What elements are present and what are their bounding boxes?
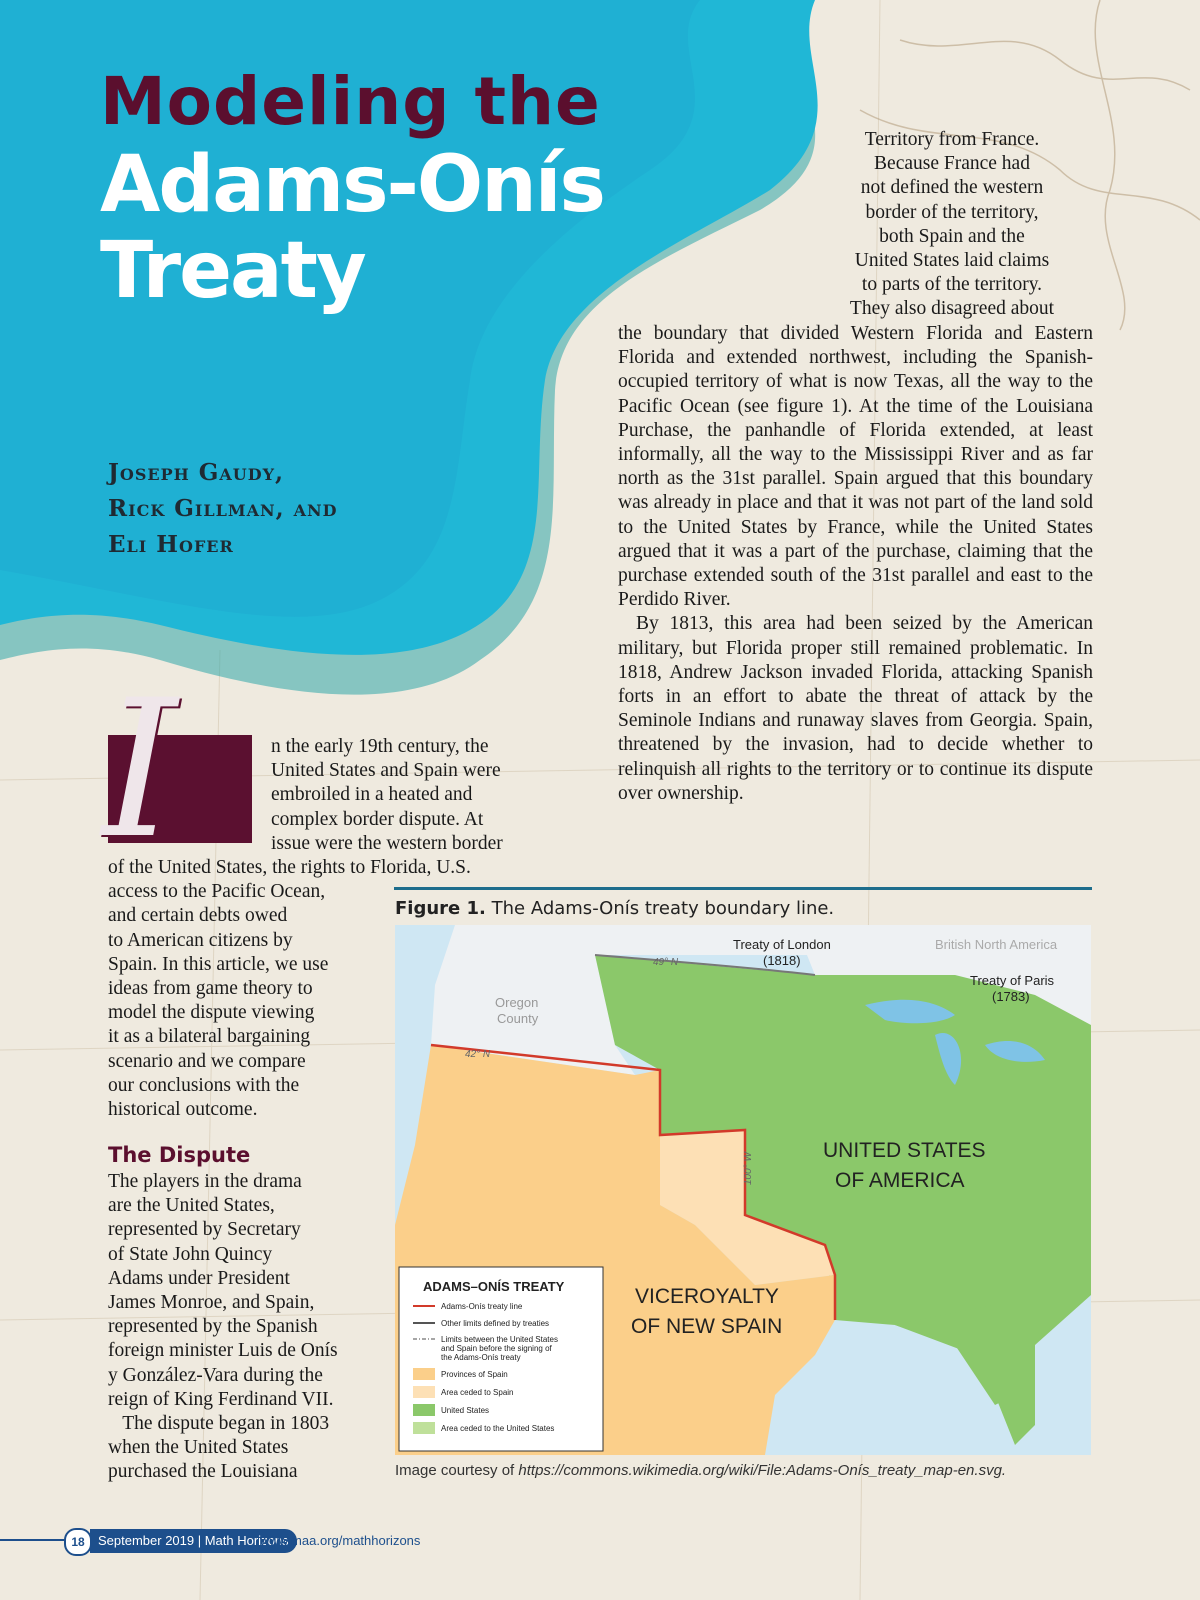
legend-item: Adams-Onís treaty line (441, 1302, 523, 1311)
label-spain-2: OF NEW SPAIN (631, 1315, 783, 1338)
text-line: it as a bilateral bargaining (108, 1026, 311, 1048)
legend-item: the Adams-Onís treaty (441, 1353, 521, 1362)
map-legend (399, 1267, 603, 1451)
text-line: represented by Secretary (108, 1219, 301, 1241)
text-line: foreign minister Luis de Onís (108, 1340, 338, 1362)
text-line: model the dispute viewing (108, 1002, 315, 1024)
figure-label: Figure 1. (395, 898, 486, 919)
label-usa-2: OF AMERICA (835, 1169, 965, 1192)
text-line: embroiled in a heated and (271, 784, 473, 806)
label-treaty-paris: Treaty of Paris (970, 973, 1055, 988)
text-line: our conclusions with the (108, 1074, 300, 1096)
text-line: represented by the Spanish (108, 1316, 318, 1338)
credit-prefix: Image courtesy of (395, 1462, 519, 1479)
footer-url[interactable]: www.maa.org/mathhorizons (260, 1533, 421, 1548)
label-usa-1: UNITED STATES (823, 1139, 986, 1162)
text-line: United States and Spain were (271, 760, 501, 782)
legend-item: Area ceded to Spain (441, 1388, 514, 1397)
section-heading: The Dispute (108, 1143, 251, 1167)
text-line: issue were the western border (271, 832, 503, 854)
text-line: purchased the Louisiana (108, 1461, 298, 1483)
text-line: of the United States, the rights to Florida, U.S. (108, 857, 471, 878)
text-line: and certain debts owed (108, 905, 288, 927)
label-49n: 49° N (653, 957, 679, 968)
figure-caption-text: The Adams-Onís treaty boundary line. (491, 898, 835, 919)
label-treaty-london-year: (1818) (763, 953, 801, 968)
label-oregon-2: County (497, 1011, 539, 1026)
title-line-3: Treaty (100, 226, 365, 316)
legend-title: ADAMS–ONÍS TREATY (423, 1279, 565, 1294)
column-2-text (618, 322, 1093, 806)
legend-item: and Spain before the signing of (441, 1344, 552, 1353)
legend-item: Limits between the United States (441, 1335, 558, 1344)
text-line: of State John Quincy (108, 1243, 273, 1265)
text-line: border of the territory, (865, 201, 1039, 223)
label-oregon-1: Oregon (495, 995, 539, 1010)
dropcap-letter: I (102, 659, 178, 880)
text-line: Because France had (874, 153, 1030, 175)
text-line: access to the Pacific Ocean, (108, 881, 326, 903)
text-line: Territory from France. (864, 129, 1040, 150)
author-list (108, 455, 338, 563)
label-british: British North America (935, 937, 1058, 952)
paragraph: the boundary that divided Western Florida and Eastern Florida and extended northwest, including the Spanish-occupied territory of what is now Texas, all the way to the Pacific Ocean (see figure 1). At the time of the Louisiana Purchase, the panhandle of Florida extended, at least informally, all the way to the Mississippi River and as far north as the 31st parallel. Spain argued that this boundary was already in place and that it was not part of the land sold to the United States by France, while the United States argued that it was a part of the purchase, claiming that the purchase extended south of the 31st parallel and east to the Perdido River. (618, 323, 1093, 611)
page-footer (0, 1525, 420, 1565)
article-title (100, 62, 604, 314)
legend-item: Other limits defined by treaties (441, 1319, 550, 1328)
legend-item: Area ceded to the United States (441, 1424, 555, 1433)
footer-issue: September 2019 | Math Horizons (90, 1529, 297, 1553)
image-credit (395, 1462, 1006, 1479)
text-line: James Monroe, and Spain, (108, 1292, 315, 1314)
text-line: They also disagreed about (849, 298, 1055, 320)
text-line: to American citizens by (108, 929, 293, 951)
text-line: y González-Vara during the (108, 1364, 323, 1386)
title-line-2: Adams-Onís (100, 140, 604, 230)
label-42n: 42° N (465, 1049, 491, 1060)
text-line: ideas from game theory to (108, 978, 313, 1000)
text-line: complex border dispute. At (271, 808, 484, 830)
text-line: United States laid claims (854, 250, 1050, 272)
author-line: Joseph Gaudy, (108, 459, 285, 486)
text-line: historical outcome. (108, 1099, 258, 1121)
text-line: The players in the drama (108, 1171, 302, 1192)
text-line: The dispute began in 1803 (108, 1413, 330, 1435)
label-treaty-paris-year: (1783) (992, 989, 1030, 1004)
text-line: both Spain and the (879, 225, 1025, 247)
page-number: 18 (64, 1528, 92, 1556)
text-line: Spain. In this article, we use (108, 953, 329, 975)
text-line: n the early 19th century, the (271, 736, 489, 757)
label-100w: 100° W (743, 1152, 754, 1185)
label-treaty-london: Treaty of London (733, 937, 831, 952)
title-line-1: Modeling the (100, 63, 601, 140)
text-line: not defined the western (860, 177, 1044, 199)
figure-rule (394, 887, 1092, 890)
paragraph: By 1813, this area had been seized by the American military, but Florida proper still remained problematic. In 1818, Andrew Jackson invaded Florida, attacking Spanish forts in an effort to abate the threat of attack by the Seminole Indians and runaway slaves from Georgia. Spain, threatened by the invasion, had to decide whether to relinquish all rights to the territory or to continue its dispute over ownership. (618, 613, 1093, 804)
text-line: are the United States, (108, 1195, 275, 1217)
figure-caption (395, 898, 834, 919)
intro-text (271, 735, 561, 856)
dispute-text (108, 1170, 388, 1485)
treaty-map (395, 925, 1091, 1455)
author-line: Eli Hofer (108, 531, 234, 558)
text-line: Adams under President (108, 1267, 290, 1289)
column-2-top-text (832, 128, 1072, 322)
legend-item: United States (441, 1406, 490, 1415)
label-spain-1: VICEROYALTY (635, 1285, 779, 1308)
legend-item: Provinces of Spain (441, 1370, 508, 1379)
footer-rule (0, 1539, 70, 1541)
text-line: scenario and we compare (108, 1050, 306, 1072)
credit-url[interactable]: https://commons.wikimedia.org/wiki/File:Adams-Onís_treaty_map-en.svg. (518, 1462, 1007, 1479)
author-line: Rick Gillman, and (108, 495, 338, 522)
text-line: when the United States (108, 1437, 289, 1459)
text-line: to parts of the territory. (861, 274, 1043, 296)
text-line: reign of King Ferdinand VII. (108, 1388, 334, 1410)
